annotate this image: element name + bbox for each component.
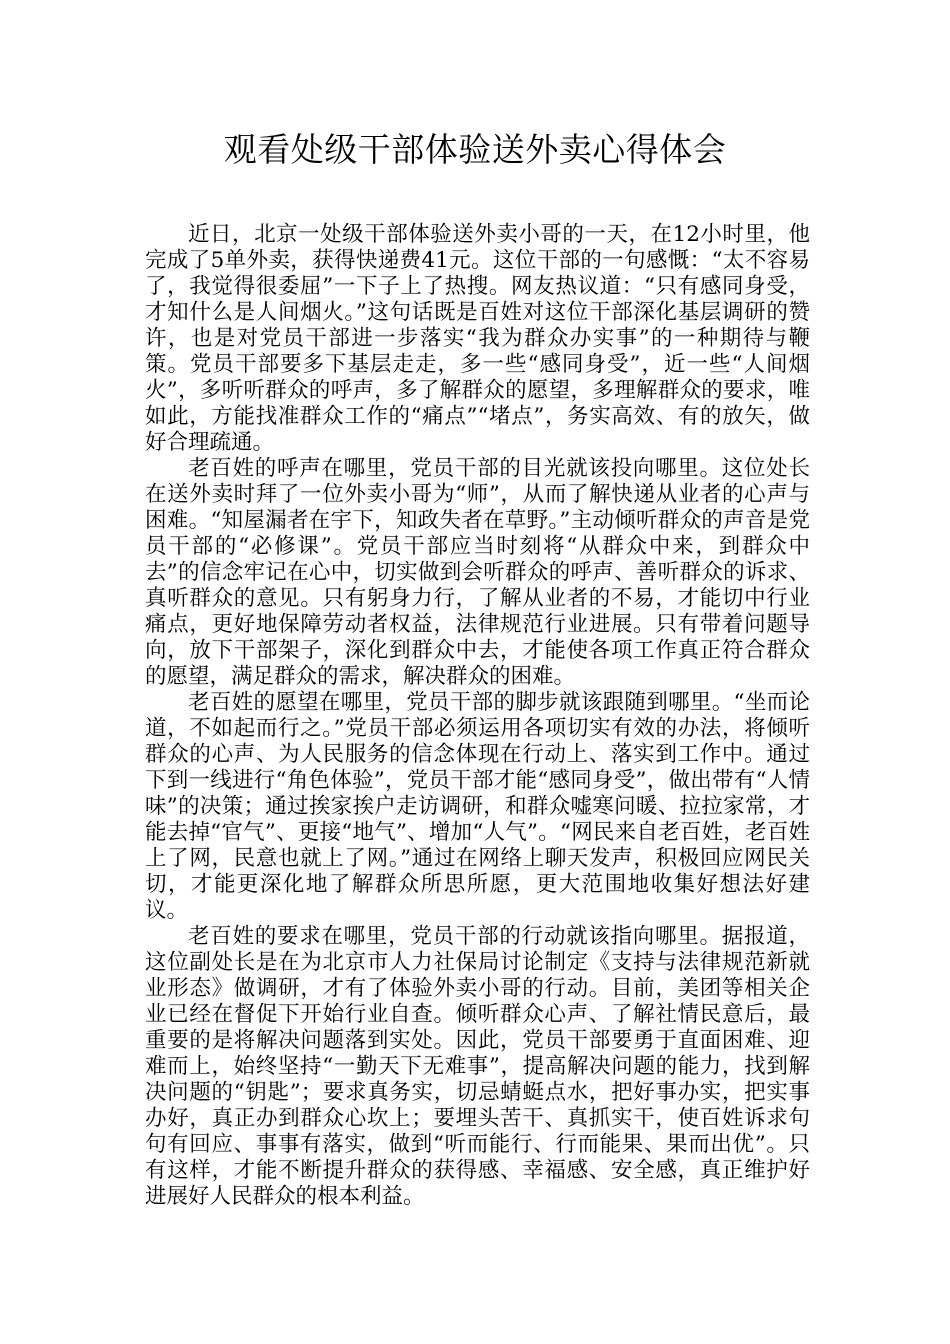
paragraph-3: 老百姓的愿望在哪里，党员干部的脚步就该跟随到哪里。“坐而论道，不如起而行之。”党员干部必须运用各项切实有效的办法，将倾听群众的心声、为人民服务的信念体现在行动上、落实到工作中。通过下到一线进行“角色体验”，党员干部才能“感同身受”，做出带有“人情味”的决策；通过挨家挨户走访调研，和群众嘘寒问暖、拉拉家常，才能去掉“官气”、更接“地气”、增加“人气”。“网民来自老百姓，老百姓上了网，民意也就上了网。”通过在网络上聊天发声，积极回应网民关切，才能更深化地了解群众所思所愿，更大范围地收集好想法好建议。 (145, 690, 810, 923)
paragraph-2: 老百姓的呼声在哪里，党员干部的目光就该投向哪里。这位处长在送外卖时拜了一位外卖小哥为“师”，从而了解快递从业者的心声与困难。“知屋漏者在宇下，知政失者在草野。”主动倾听群众的声音是党员干部的“必修课”。党员干部应当时刻将“从群众中来，到群众中去”的信念牢记在心中，切实做到会听群众的呼声、善听群众的诉求、真听群众的意见。只有躬身力行，了解从业者的不易，才能切中行业痛点，更好地保障劳动者权益，法律规范行业进展。只有带着问题导向，放下干部架子，深化到群众中去，才能使各项工作真正符合群众的愿望，满足群众的需求，解决群众的困难。 (145, 456, 810, 689)
paragraph-1: 近日，北京一处级干部体验送外卖小哥的一天，在12小时里，他完成了5单外卖，获得快递费41元。这位干部的一句感慨：“太不容易了，我觉得很委屈”一下子上了热搜。网友热议道：“只有感同身受，才知什么是人间烟火。”这句话既是百姓对这位干部深化基层调研的赞许，也是对党员干部进一步落实“我为群众办实事”的一种期待与鞭策。党员干部要多下基层走走，多一些“感同身受”，近一些“人间烟火”，多听听群众的呼声，多了解群众的愿望，多理解群众的要求，唯如此，方能找准群众工作的“痛点”“堵点”，务实高效、有的放矢，做好合理疏通。 (145, 222, 810, 455)
document-title: 观看处级干部体验送外卖心得体会 (223, 130, 727, 169)
document-body (145, 222, 810, 1210)
paragraph-4: 老百姓的要求在哪里，党员干部的行动就该指向哪里。据报道，这位副处长是在为北京市人力社保局讨论制定《支持与法律规范新就业形态》做调研，才有了体验外卖小哥的行动。目前，美团等相关企业已经在督促下开始行业自查。倾听群众心声、了解社情民意后，最重要的是将解决问题落到实处。因此，党员干部要勇于直面困难、迎难而上，始终坚持“一勤天下无难事”，提高解决问题的能力，找到解决问题的“钥匙”；要求真务实，切忌蜻蜓点水，把好事办实，把实事办好，真正办到群众心坎上；要埋头苦干、真抓实干，使百姓诉求句句有回应、事事有落实，做到“听而能行、行而能果、果而出优”。只有这样，才能不断提升群众的获得感、幸福感、安全感，真正维护好进展好人民群众的根本利益。 (145, 924, 810, 1209)
